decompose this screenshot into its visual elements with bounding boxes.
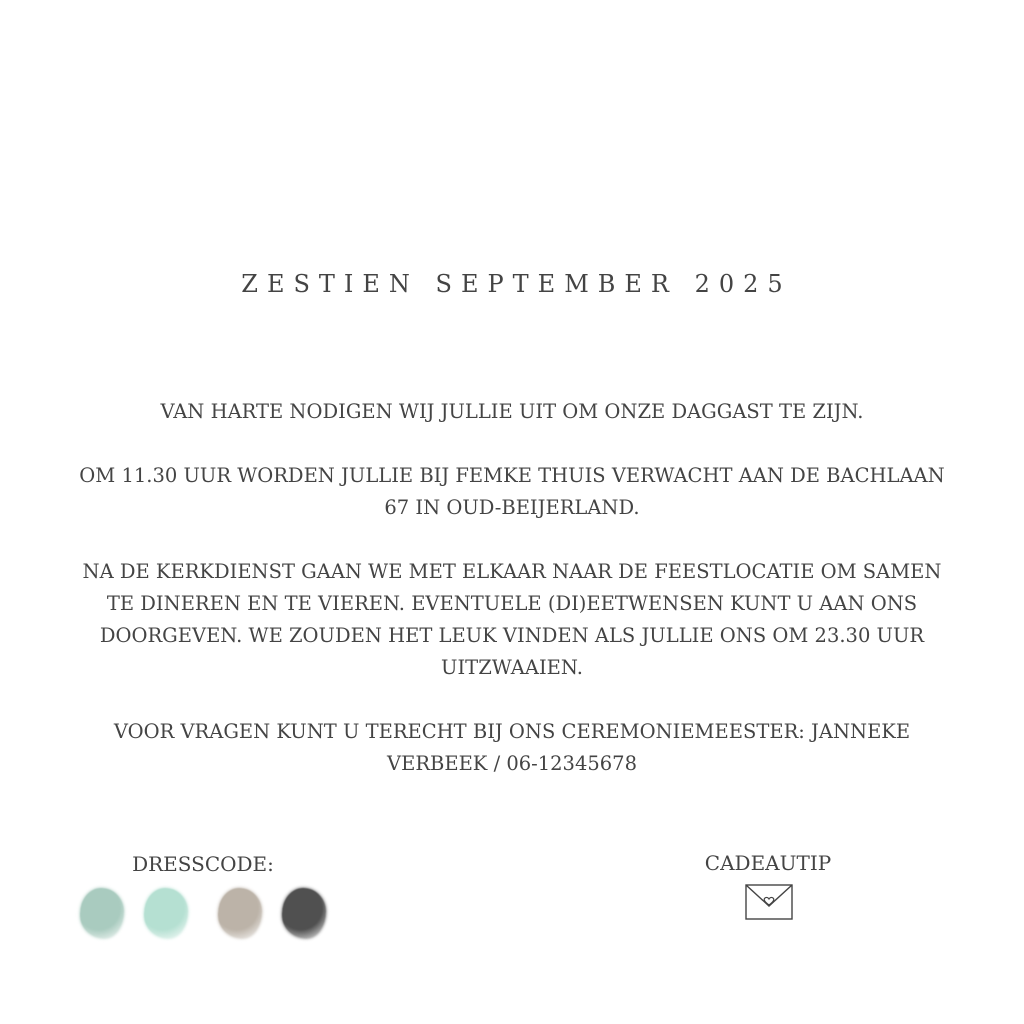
gift-tip-label: CADEAUTIP bbox=[704, 851, 832, 875]
dresscode-label: DRESSCODE: bbox=[132, 852, 274, 876]
dresscode-swatch-taupe bbox=[218, 888, 262, 938]
invitation-body bbox=[72, 396, 952, 812]
invitation-paragraph-contact: VOOR VRAGEN KUNT U TERECHT BIJ ONS CEREMONIEMEESTER: JANNEKE VERBEEK / 06-12345678 bbox=[113, 720, 911, 775]
dresscode-swatch-sage bbox=[80, 888, 124, 938]
envelope-heart-icon bbox=[745, 884, 793, 920]
event-date: ZESTIEN SEPTEMBER 2025 bbox=[241, 270, 792, 298]
dresscode-swatch-charcoal bbox=[282, 888, 326, 938]
invitation-paragraph-arrival: OM 11.30 UUR WORDEN JULLIE BIJ FEMKE THUIS VERWACHT AAN DE BACHLAAN 67 IN OUD-BEIJERLAND. bbox=[79, 464, 945, 519]
dresscode-swatch-mint bbox=[144, 888, 188, 938]
invitation-paragraph-program: NA DE KERKDIENST GAAN WE MET ELKAAR NAAR DE FEESTLOCATIE OM SAMEN TE DINEREN EN TE VIEREN. EVENTUELE (DI)EETWENSEN KUNT U AAN ONS DOORGEVEN. WE ZOUDEN HET LEUK VINDEN ALS JULLIE ONS OM 23.30 UUR UITZWAAIEN. bbox=[82, 560, 942, 679]
dresscode-swatches bbox=[80, 888, 340, 944]
invitation-paragraph-intro: VAN HARTE NODIGEN WIJ JULLIE UIT OM ONZE DAGGAST TE ZIJN. bbox=[160, 400, 864, 423]
